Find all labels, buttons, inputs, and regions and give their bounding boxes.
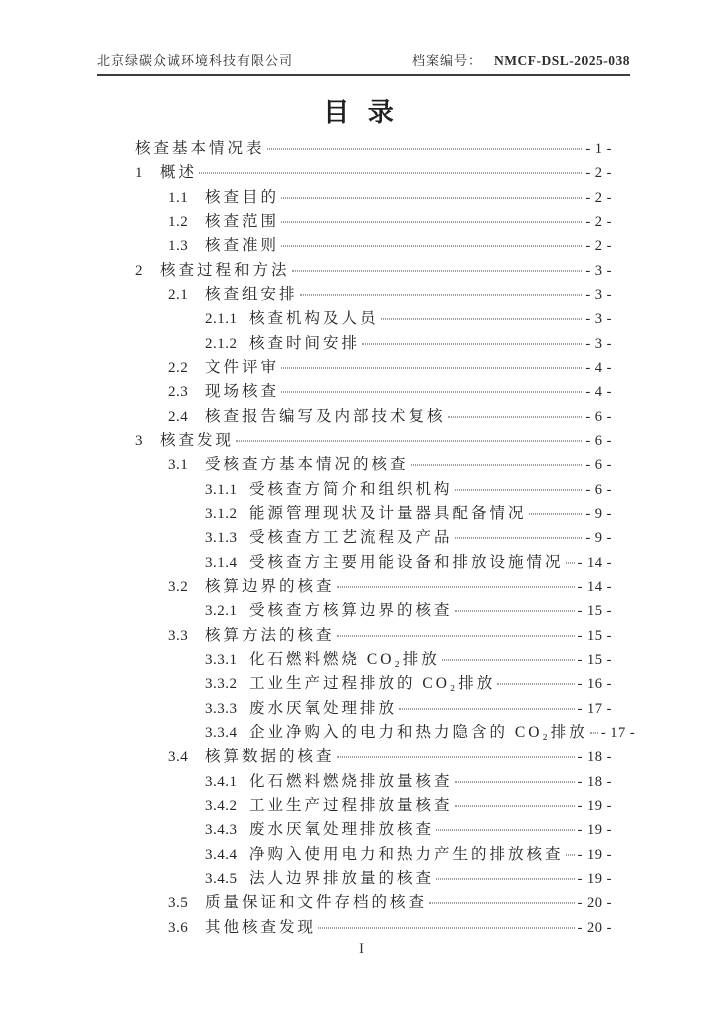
dot-leader — [362, 343, 582, 344]
dot-leader — [318, 927, 575, 928]
toc-entry-label: 核查基本情况表 — [135, 140, 265, 157]
toc-entry-page: - 19 - — [577, 870, 612, 887]
toc-entry-page: - 15 - — [577, 651, 612, 668]
toc-entry-label: 能源管理现状及计量器具配备情况 — [249, 504, 527, 522]
toc-entry-page: - 2 - — [585, 238, 612, 255]
toc-entry-page: - 19 - — [577, 846, 612, 863]
dot-leader — [566, 854, 575, 855]
toc-entry-page: - 2 - — [585, 189, 612, 206]
dot-leader — [455, 781, 575, 782]
toc-entry[interactable] — [135, 550, 612, 574]
toc-entry-page: - 19 - — [577, 822, 612, 839]
toc-entry-label: 受核查方核算边界的核查 — [249, 602, 453, 620]
toc-entry-number: 3.4.4 — [205, 846, 238, 863]
toc-entry-page: - 6 - — [585, 481, 612, 498]
toc-entry-label: 受核查方工艺流程及产品 — [249, 529, 453, 547]
toc-entry-page: - 14 - — [577, 554, 612, 571]
toc-entry-number: 3.1.4 — [205, 554, 238, 571]
page-footer — [0, 941, 723, 958]
toc-entry-page: - 14 - — [577, 578, 612, 595]
toc-entry-page: - 15 - — [577, 627, 612, 644]
toc-entry-label: 受核查方主要用能设备和排放设施情况 — [249, 553, 564, 571]
toc-entry-label: 核查目的 — [205, 188, 280, 206]
toc-entry[interactable] — [135, 574, 612, 598]
toc-entry[interactable] — [135, 185, 612, 209]
toc-entry[interactable] — [135, 842, 612, 866]
toc-entry-number: 3.1.3 — [205, 530, 238, 547]
toc-entry-label: 概述 — [160, 164, 198, 182]
toc-entry[interactable] — [135, 623, 612, 647]
dot-leader — [337, 586, 575, 587]
dot-leader — [455, 611, 575, 612]
toc-entry-label: 核查时间安排 — [249, 334, 361, 352]
toc-entry[interactable] — [135, 744, 612, 768]
toc-entry-label: 化石燃料燃烧排放量核查 — [249, 772, 453, 790]
toc-entry-number: 3.1.2 — [205, 505, 238, 522]
dot-leader — [442, 659, 575, 660]
toc-entry[interactable] — [135, 866, 612, 890]
toc-entry-label: 核算方法的核查 — [205, 626, 335, 644]
toc-entry-number: 3.2 — [168, 578, 189, 595]
toc-entry-page: - 4 - — [585, 384, 612, 401]
toc-entry-label: 核查范围 — [205, 212, 280, 230]
dot-leader — [267, 149, 583, 150]
toc-entry-label: 受核查方基本情况的核查 — [205, 456, 409, 474]
toc-entry-number: 3.3.2 — [205, 676, 238, 693]
toc-entry-label: 质量保证和文件存档的核查 — [205, 894, 428, 912]
toc-entry-page: - 18 - — [577, 773, 612, 790]
toc-entry-label: 核查过程和方法 — [160, 261, 290, 279]
toc-entry-label: 核算数据的核查 — [205, 748, 335, 766]
dot-leader — [436, 830, 575, 831]
dot-leader — [292, 270, 583, 271]
dot-leader — [455, 805, 575, 806]
toc-entry-number: 3.3.4 — [205, 724, 238, 741]
dot-leader — [411, 465, 583, 466]
toc-entry-number: 3.6 — [168, 919, 189, 936]
toc-entry-page: - 3 - — [585, 262, 612, 279]
dot-leader — [281, 246, 582, 247]
toc-entry[interactable] — [135, 258, 612, 282]
toc-entry-number: 3.3.1 — [205, 651, 238, 668]
toc-entry[interactable] — [135, 209, 612, 233]
toc-entry-number: 3.1 — [168, 457, 189, 474]
toc-entry-label: 核查发现 — [160, 431, 235, 449]
toc-entry[interactable] — [135, 501, 612, 525]
dot-leader — [337, 635, 575, 636]
toc-entry-page: - 2 - — [585, 213, 612, 230]
toc-entry-number: 2.1.2 — [205, 335, 238, 352]
toc-entry-number: 1.2 — [168, 213, 189, 230]
dot-leader — [337, 757, 575, 758]
toc-entry[interactable] — [135, 817, 612, 841]
toc-entry-label: 核查组安排 — [205, 285, 298, 303]
dot-leader — [236, 440, 582, 441]
toc-list — [135, 136, 636, 939]
dot-leader — [566, 562, 575, 563]
dot-leader — [199, 173, 582, 174]
dot-leader — [281, 221, 582, 222]
toc-entry-page: - 15 - — [577, 603, 612, 620]
page-header — [97, 50, 630, 76]
toc-entry-page: - 20 - — [577, 895, 612, 912]
dot-leader — [436, 878, 575, 879]
toc-entry-number: 2.4 — [168, 408, 189, 425]
toc-entry-label: 其他核查发现 — [205, 918, 317, 936]
dot-leader — [281, 367, 582, 368]
toc-entry-page: - 19 - — [577, 797, 612, 814]
toc-entry[interactable] — [135, 355, 612, 379]
toc-entry-page: - 3 - — [585, 335, 612, 352]
toc-entry-page: - 1 - — [585, 141, 612, 157]
toc-entry-label: 现场核查 — [205, 383, 280, 401]
toc-entry-label: 核查准则 — [205, 237, 280, 255]
dot-leader — [448, 416, 583, 417]
toc-entry[interactable] — [135, 477, 612, 501]
dot-leader — [281, 197, 582, 198]
toc-entry-label: 核查机构及人员 — [249, 310, 379, 328]
toc-entry-number: 3.4.1 — [205, 773, 238, 790]
toc-entry[interactable] — [135, 282, 612, 306]
toc-entry[interactable] — [135, 136, 612, 160]
toc-entry-label: 工业生产过程排放的 CO₂排放 — [249, 675, 496, 693]
toc-entry-page: - 9 - — [585, 530, 612, 547]
toc-entry-number: 2 — [135, 262, 143, 279]
toc-entry-number: 3.3.3 — [205, 700, 238, 717]
toc-entry[interactable] — [135, 720, 636, 744]
dot-leader — [399, 708, 575, 709]
toc-entry-label: 化石燃料燃烧 CO₂排放 — [249, 650, 440, 668]
toc-entry-label: 工业生产过程排放量核查 — [249, 796, 453, 814]
toc-entry-page: - 6 - — [585, 432, 612, 449]
archive-number — [412, 50, 630, 69]
toc-entry[interactable] — [135, 671, 612, 695]
toc-entry-page: - 9 - — [585, 505, 612, 522]
dot-leader — [455, 538, 583, 539]
dot-leader — [381, 319, 583, 320]
toc-entry[interactable] — [135, 696, 612, 720]
toc-entry-page: - 2 - — [585, 165, 612, 182]
toc-entry-label: 核算边界的核查 — [205, 577, 335, 595]
toc-entry-number: 1.1 — [168, 189, 189, 206]
toc-entry-number: 3.3 — [168, 627, 189, 644]
toc-entry-page: - 18 - — [577, 749, 612, 766]
toc-entry-number: 2.3 — [168, 384, 189, 401]
archive-label: 档案编号： — [411, 53, 482, 68]
toc-entry-page: - 16 - — [577, 676, 612, 693]
toc-entry-page: - 3 - — [585, 286, 612, 303]
dot-leader — [497, 684, 574, 685]
toc-entry[interactable] — [135, 793, 612, 817]
toc-entry[interactable] — [135, 233, 612, 257]
toc-entry-label: 法人边界排放量的核查 — [249, 869, 435, 887]
toc-entry-number: 3.4.3 — [205, 822, 238, 839]
toc-entry-page: - 20 - — [577, 919, 612, 936]
toc-entry-label: 废水厌氧处理排放核查 — [249, 821, 435, 839]
toc-entry[interactable] — [135, 915, 612, 939]
toc-entry-label: 受核查方简介和组织机构 — [249, 480, 453, 498]
dot-leader — [281, 392, 582, 393]
dot-leader — [529, 513, 583, 514]
toc-entry[interactable] — [135, 160, 612, 184]
toc-entry-page: - 3 - — [585, 311, 612, 328]
toc-entry[interactable] — [135, 598, 612, 622]
footer-page-number: I — [359, 941, 364, 957]
toc-entry[interactable] — [135, 306, 612, 330]
toc-entry-number: 3.4.2 — [205, 797, 238, 814]
toc-entry-number: 3.4.5 — [205, 870, 238, 887]
toc-entry-number: 1 — [135, 165, 143, 182]
toc-entry[interactable] — [135, 769, 612, 793]
toc-entry[interactable] — [135, 525, 612, 549]
toc-entry[interactable] — [135, 331, 612, 355]
company-name: 北京绿碳众诚环境科技有限公司 — [97, 53, 294, 68]
toc-entry-number: 3.1.1 — [205, 481, 238, 498]
dot-leader — [590, 732, 598, 733]
toc-entry-label: 废水厌氧处理排放 — [249, 699, 398, 717]
toc-entry[interactable] — [135, 379, 612, 403]
toc-entry[interactable] — [135, 428, 612, 452]
toc-entry-label: 净购入使用电力和热力产生的排放核查 — [249, 845, 564, 863]
toc-title: 目 录 — [323, 98, 400, 127]
dot-leader — [300, 294, 583, 295]
toc-entry-number: 3.4 — [168, 749, 189, 766]
toc-entry[interactable] — [135, 452, 612, 476]
toc-entry-number: 2.1.1 — [205, 311, 238, 328]
toc-entry-number: 3 — [135, 432, 143, 449]
toc-entry-page: - 6 - — [585, 457, 612, 474]
toc-entry-label: 企业净购入的电力和热力隐含的 CO₂排放 — [249, 723, 588, 741]
toc-entry-page: - 4 - — [585, 359, 612, 376]
toc-entry[interactable] — [135, 890, 612, 914]
toc-entry[interactable] — [135, 647, 612, 671]
dot-leader — [455, 489, 583, 490]
toc-entry[interactable] — [135, 404, 612, 428]
toc-entry-number: 2.2 — [168, 359, 189, 376]
toc-entry-page: - 17 - — [600, 724, 636, 741]
toc-entry-label: 文件评审 — [205, 358, 280, 376]
toc-entry-number: 2.1 — [168, 286, 189, 303]
toc-entry-number: 3.2.1 — [205, 603, 238, 620]
toc-entry-label: 核查报告编写及内部技术复核 — [205, 407, 446, 425]
toc-entry-number: 1.3 — [168, 238, 189, 255]
toc-entry-page: - 17 - — [577, 700, 612, 717]
toc-entry-page: - 6 - — [585, 408, 612, 425]
archive-code: NMCF-DSL-2025-038 — [494, 53, 630, 68]
dot-leader — [429, 903, 575, 904]
toc-entry-number: 3.5 — [168, 895, 189, 912]
